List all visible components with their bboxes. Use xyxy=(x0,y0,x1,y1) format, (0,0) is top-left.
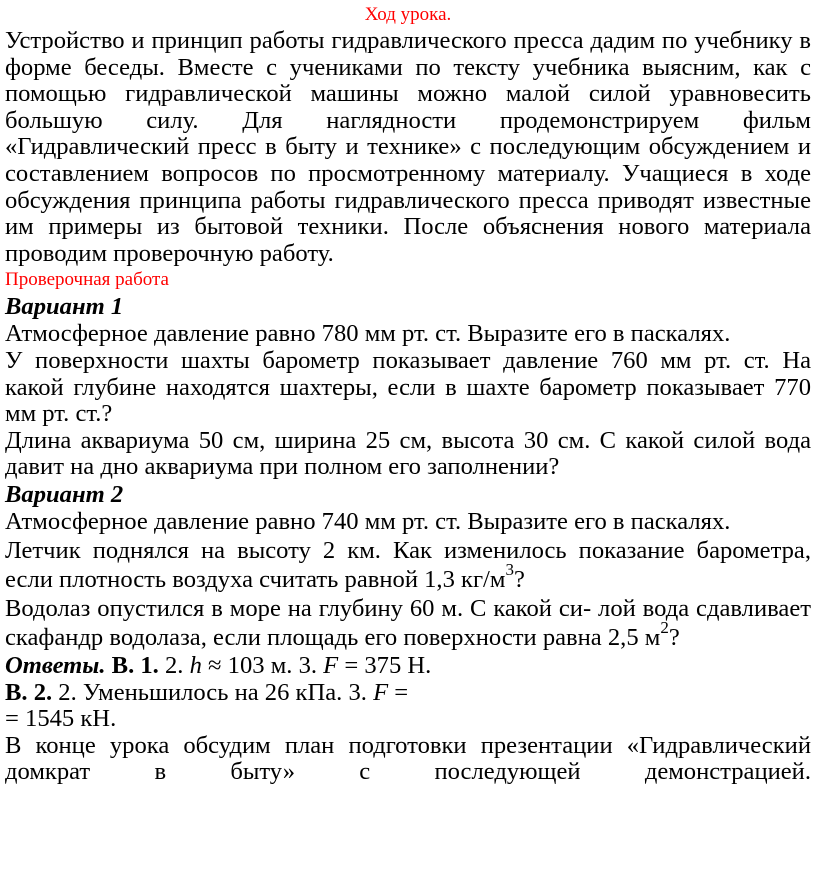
answer-v1-2-num: 2. xyxy=(158,651,190,679)
lesson-heading: Ход урока. xyxy=(364,4,452,25)
question-mark: ? xyxy=(668,623,680,651)
closing-paragraph: В конце урока обсудим план подготовки презентации «Гидравлический домкрат в быту» с последующей демонстрацией. xyxy=(5,731,811,786)
answer-v1-2-value: ≈ 103 м. 3. xyxy=(201,651,324,679)
test-heading: Проверочная работа xyxy=(5,269,169,291)
question-mark: ? xyxy=(513,565,525,593)
force-variable: F xyxy=(323,651,339,679)
depth-variable: h xyxy=(189,651,202,679)
variant-2-title: Вариант 2 xyxy=(5,480,124,508)
variant-1-question-1: Атмосферное давление равно 780 мм рт. ст. Выразите его в паскалях. xyxy=(5,320,731,348)
force-variable: F xyxy=(373,678,389,706)
answer-v1-3-value: = 375 Н. xyxy=(338,651,432,679)
answers-v2-label: В. 2. xyxy=(5,678,53,706)
variant-2-question-3 xyxy=(5,594,811,652)
cubic-exponent: 3 xyxy=(505,559,514,579)
square-exponent: 2 xyxy=(660,617,669,637)
answers-variant-1 xyxy=(5,652,811,680)
answers-variant-2-continued: = 1545 кН. xyxy=(5,705,117,733)
variant-1-question-3: Длина аквариума 50 см, ширина 25 см, высота 30 см. С какой силой вода давит на дно аквариума при полном его заполнении? xyxy=(5,426,811,481)
variant-2-question-2-text: Летчик поднялся на высоту 2 км. Как изменилось показание барометра, если плотность воздуха считать равной 1,3 кг/м xyxy=(5,536,811,593)
variant-2-question-3-text: Водолаз опустился в море на глубину 60 м. С какой си- лой вода сдавливает скафандр водолаза, если площадь его поверхности равна 2,5 м xyxy=(5,594,811,651)
variant-1-title: Вариант 1 xyxy=(5,293,124,321)
answers-label: Ответы. xyxy=(5,651,106,679)
answer-v2-2: 2. Уменьшилось на 26 кПа. 3. xyxy=(52,678,374,706)
variant-2-question-1: Атмосферное давление равно 740 мм рт. ст. Выразите его в паскалях. xyxy=(5,507,731,535)
intro-paragraph: Устройство и принцип работы гидравлического пресса дадим по учебнику в форме беседы. Вместе с учениками по тексту учебника выясним, как с помощью гидравлической машины можно малой силой уравновесить большую силу. Для наглядности продемонстрируем фильм «Гидравлический пресс в быту и технике» с последующим обсуждением и составлением вопросов по просмотренному материалу. Учащиеся в ходе обсуждения принципа работы гидравлического пресса приводят известные им примеры из бытовой техники. После объяснения нового материала проводим проверочную работу. xyxy=(5,27,811,267)
answers-variant-2 xyxy=(5,680,811,707)
answers-v1-label: В. 1. xyxy=(111,651,159,679)
variant-1-question-2: У поверхности шахты барометр показывает давление 760 мм рт. ст. На какой глубине находятся шахтеры, если в шахте барометр показывает 770 мм рт. ст.? xyxy=(5,346,811,428)
variant-2-question-2 xyxy=(5,536,811,594)
document-body xyxy=(5,2,811,786)
answer-v2-3-value: = xyxy=(388,678,409,706)
